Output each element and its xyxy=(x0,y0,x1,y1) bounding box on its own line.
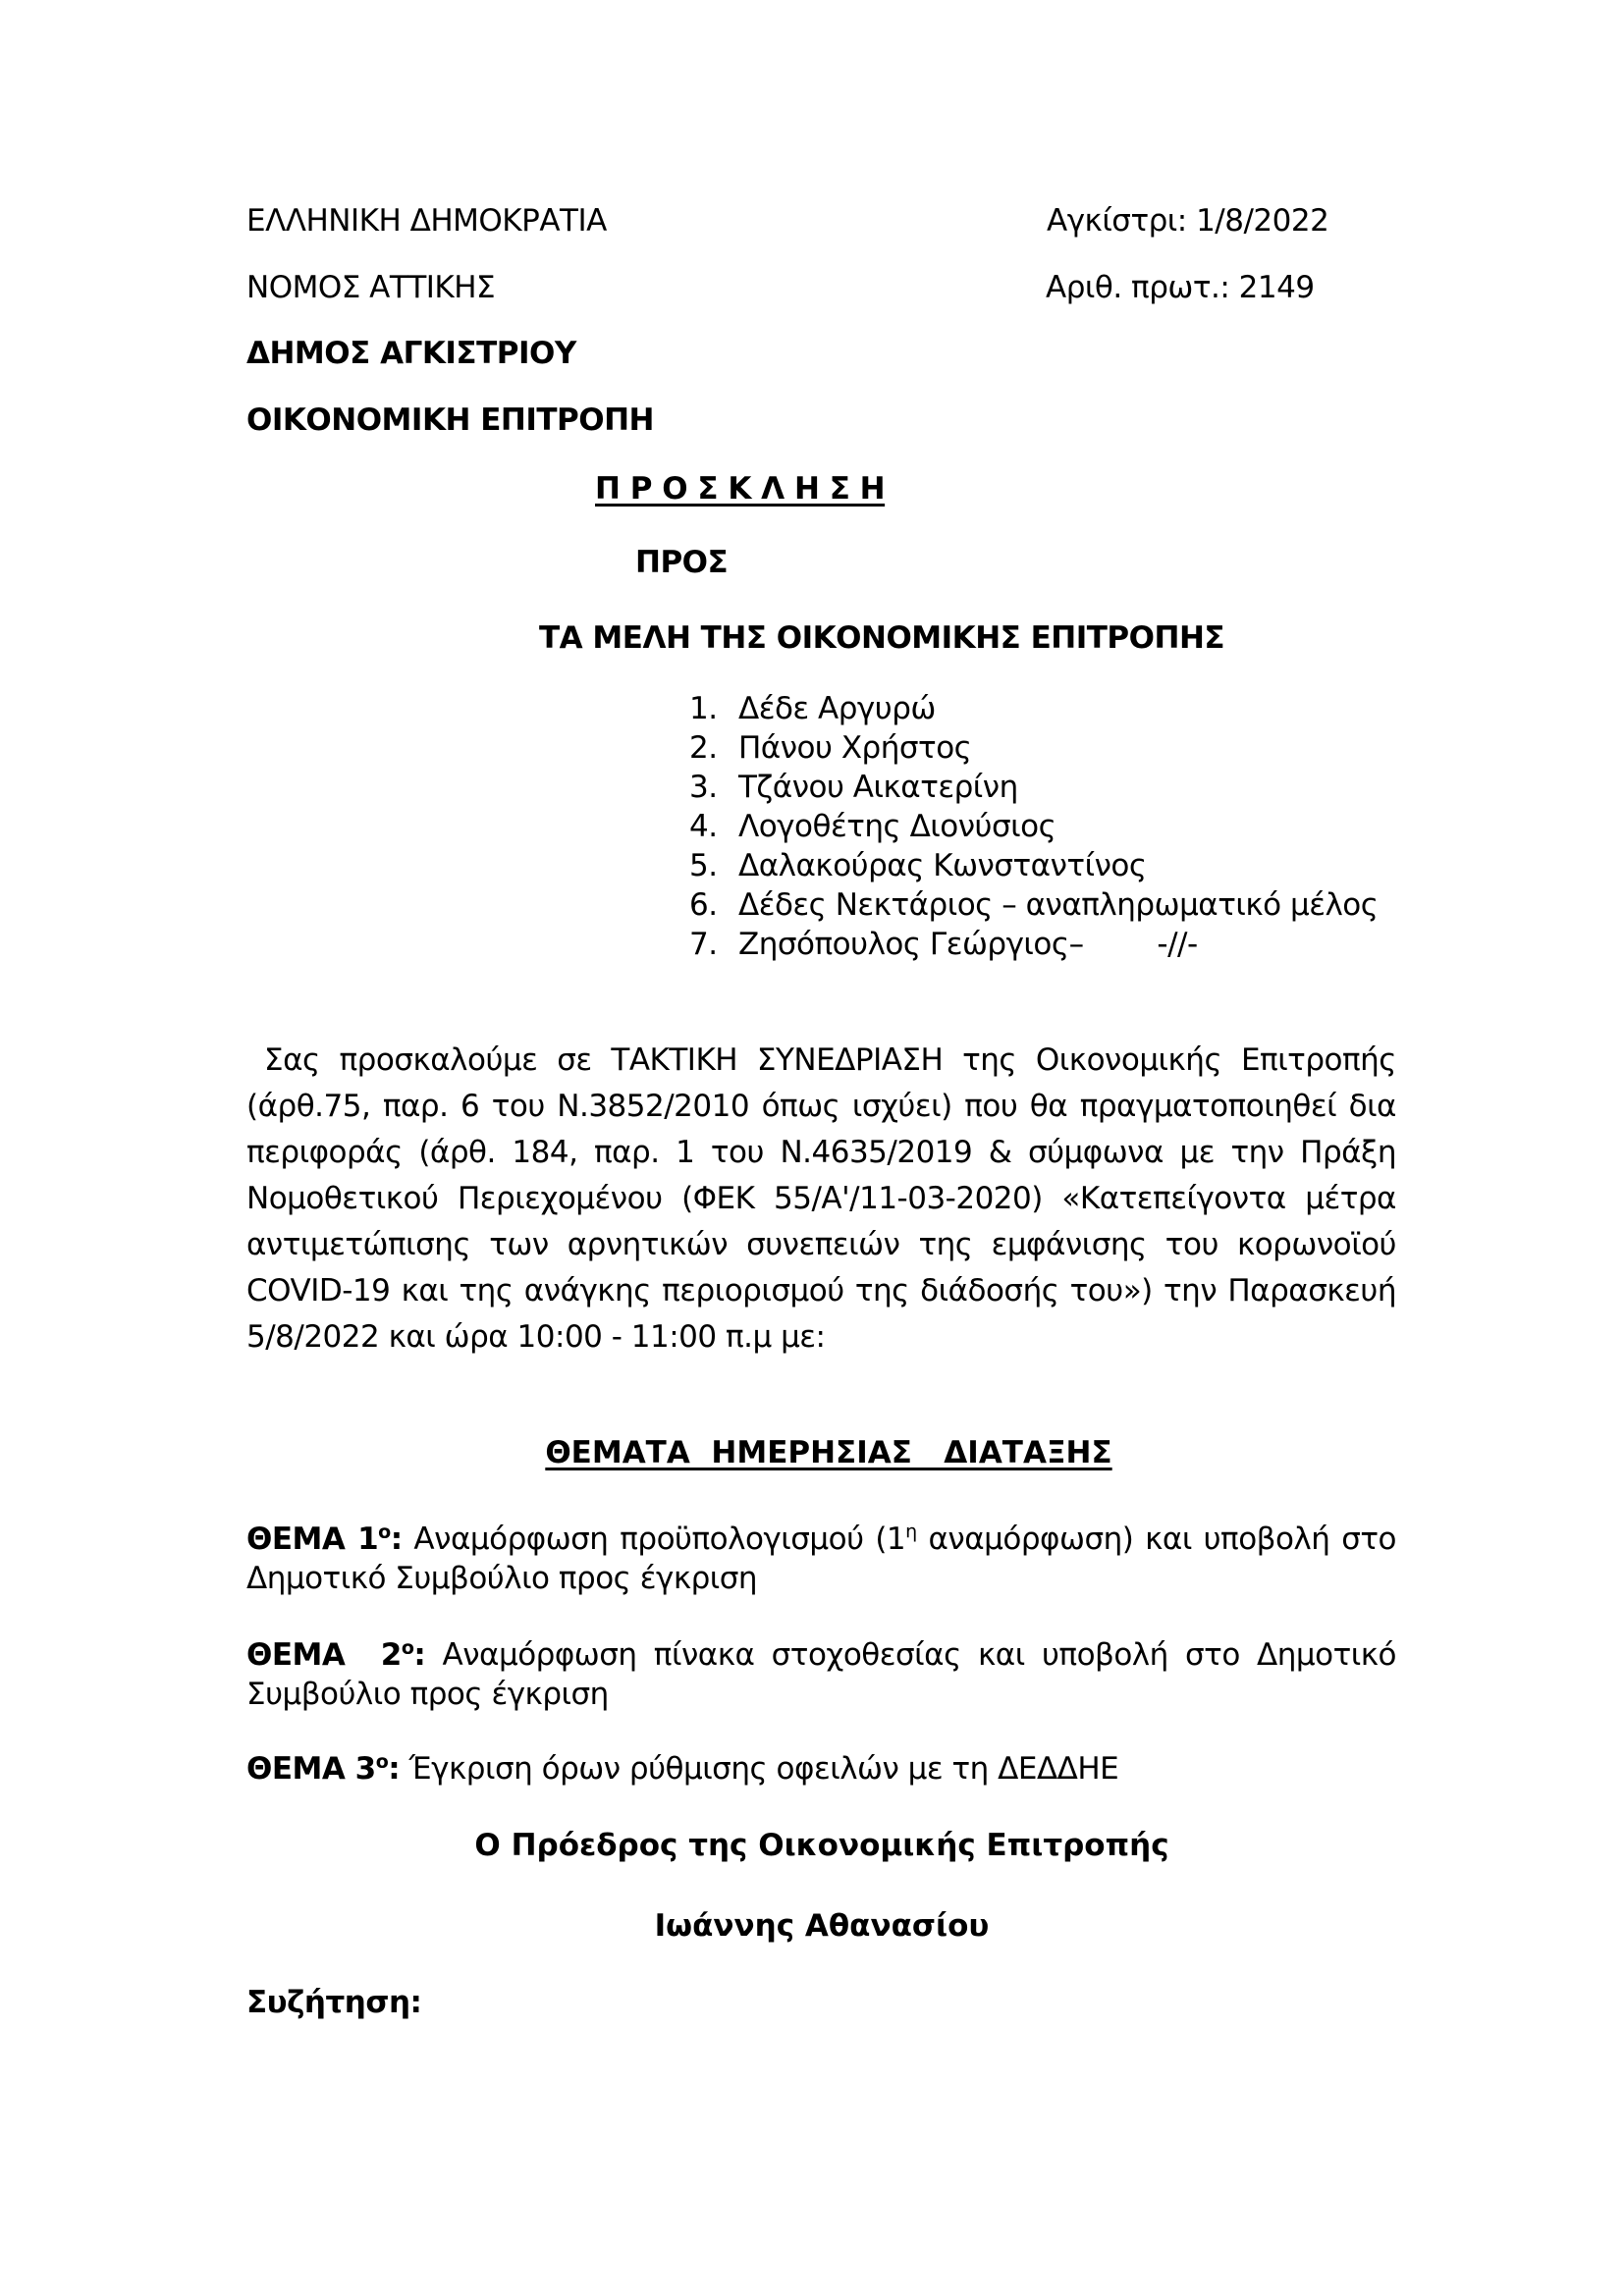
country-label: ΕΛΛΗΝΙΚΗ ΔΗΜΟΚΡΑΤΙΑ xyxy=(246,203,607,239)
agenda-item-3 xyxy=(246,1749,1396,1789)
theme-text: Αναμόρφωση πίνακα στοχοθεσίας και υποβολή στο Δημοτικό Συμβούλιο προς έγκριση xyxy=(246,1637,1396,1712)
signature-name: Ιωάννης Αθανασίου xyxy=(654,1908,990,1944)
list-item xyxy=(689,768,1378,807)
member-number: 7. xyxy=(689,927,718,962)
list-item xyxy=(689,846,1378,885)
list-item xyxy=(689,689,1378,728)
member-number: 6. xyxy=(689,887,718,923)
discussion-label: Συζήτηση: xyxy=(246,1985,422,2020)
municipality-label: ΔΗΜΟΣ ΑΓΚΙΣΤΡΙΟΥ xyxy=(246,336,576,371)
to-label: ΠΡΟΣ xyxy=(635,545,729,580)
member-number: 2. xyxy=(689,730,718,766)
theme-label: ΘΕΜΑ $3^o$: xyxy=(246,1750,401,1787)
agenda-item-1 xyxy=(246,1520,1396,1598)
agenda-heading: ΘΕΜΑΤΑ ΗΜΕΡΗΣΙΑΣ ΔΙΑΤΑΞΗΣ xyxy=(545,1435,1112,1470)
signature-role: Ο Πρόεδρος της Οικονομικής Επιτροπής xyxy=(474,1828,1169,1863)
member-number: 1. xyxy=(689,691,718,726)
invitation-paragraph xyxy=(246,1038,1396,1361)
member-name: Τζάνου Αικατερίνη xyxy=(738,770,1018,805)
member-number: 4. xyxy=(689,809,718,844)
agenda-item-2 xyxy=(246,1635,1396,1714)
member-name: Δέδες Νεκτάριος – αναπληρωματικό μέλος xyxy=(738,887,1379,923)
document-title: Π Ρ Ο Σ Κ Λ Η Σ Η xyxy=(595,471,886,507)
theme-label: ΘΕΜΑ $2^o$: xyxy=(246,1636,426,1673)
member-name: Πάνου Χρήστος xyxy=(738,730,972,766)
member-name: Λογοθέτης Διονύσιος xyxy=(738,809,1056,844)
protocol-number: Αριθ. πρωτ.: 2149 xyxy=(1046,270,1315,305)
member-name: Δέδε Αργυρώ xyxy=(738,691,936,726)
member-name: Ζησόπουλος Γεώργιος– -//- xyxy=(738,927,1198,962)
theme-text: Αναμόρφωση προϋπολογισμού (1 xyxy=(402,1522,906,1557)
recipients-heading: ΤΑ ΜΕΛΗ ΤΗΣ ΟΙΚΟΝΟΜΙΚΗΣ ΕΠΙΤΡΟΠΗΣ xyxy=(539,620,1225,656)
theme-text: Έγκριση όρων ρύθμισης οφειλών με τη ΔΕΔΔΗΕ xyxy=(400,1751,1119,1787)
theme-superscript: η xyxy=(905,1521,917,1543)
members-list xyxy=(689,689,1378,964)
member-number: 3. xyxy=(689,770,718,805)
theme-text-continued: αναμόρφωση) και υποβολή στο Δημοτικό Συμβούλιο προς έγκριση xyxy=(246,1522,1396,1596)
list-item xyxy=(689,807,1378,846)
list-item xyxy=(689,885,1378,925)
list-item xyxy=(689,728,1378,768)
theme-label: ΘΕΜΑ $1^o$: xyxy=(246,1521,403,1557)
place-date: Αγκίστρι: 1/8/2022 xyxy=(1047,203,1329,239)
list-item xyxy=(689,925,1378,964)
invitation-text: Σας προσκαλούμε σε ΤΑΚΤΙΚΗ ΣΥΝΕΔΡΙΑΣΗ της Οικονομικής Επιτροπής (άρθ.75, παρ. 6 του Ν.3852/2010 όπως ισχύει) που θα πραγματοποιηθεί δια περιφοράς (άρθ. 184, παρ. 1 του Ν.4635/2019 & σύμφωνα με την Πράξη Νομοθετικού Περιεχομένου (ΦΕΚ 55/Α'/11-03-2020) «Κατεπείγοντα μέτρα αντιμετώπισης των αρνητικών συνεπειών της εμφάνισης του κορωνοϊού COVID-19 και της ανάγκης περιορισμού της διάδοσής του») την Παρασκευή 5/8/2022 και ώρα 10:00 - 11:00 π.μ με: xyxy=(246,1042,1396,1355)
member-number: 5. xyxy=(689,848,718,883)
prefecture-label: ΝΟΜΟΣ ΑΤΤΙΚΗΣ xyxy=(246,270,496,305)
member-name: Δαλακούρας Κωνσταντίνος xyxy=(738,848,1147,883)
committee-label: ΟΙΚΟΝΟΜΙΚΗ ΕΠΙΤΡΟΠΗ xyxy=(246,402,654,438)
